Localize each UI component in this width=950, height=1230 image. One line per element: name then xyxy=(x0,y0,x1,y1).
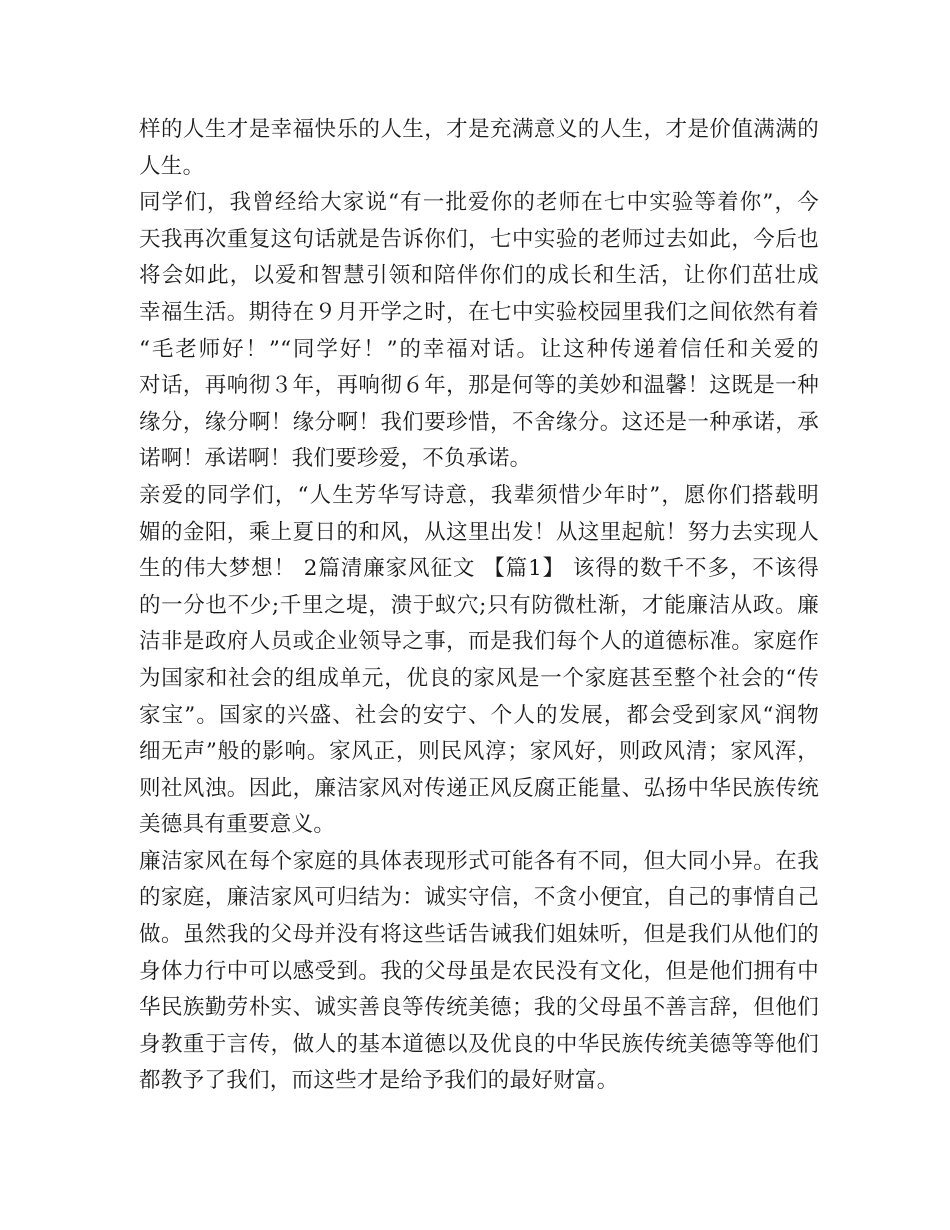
text-line: 都教予了我们，而这些才是给予我们的最好财富。 xyxy=(139,1068,619,1094)
text-line: 诺啊！承诺啊！我们要珍爱，不负承诺。 xyxy=(139,446,532,472)
text-line: 的家庭，廉洁家风可归结为：诚实守信，不贪小便宜，自己的事情自己 xyxy=(139,885,819,911)
text-line: 样的人生才是幸福快乐的人生，才是充满意义的人生，才是价值满满的 xyxy=(139,117,819,142)
text-line: 华民族勤劳朴实、诚实善良等传统美德；我的父母虽不善言辞，但他们 xyxy=(139,995,819,1021)
text-line: 缘分，缘分啊！缘分啊！我们要珍惜，不舍缘分。这还是一种承诺，承 xyxy=(139,409,819,435)
text-line: 家宝”。国家的兴盛、社会的安宁、个人的发展，都会受到家风“润物 xyxy=(139,702,819,728)
text-line: 为国家和社会的组成单元，优良的家风是一个家庭甚至整个社会的“传 xyxy=(139,665,819,691)
text-line: 亲爱的同学们，“人生芳华写诗意，我辈须惜少年时”，愿你们搭载明 xyxy=(139,482,819,508)
text-line: 对话，再响彻３年，再响彻６年，那是何等的美妙和温馨！这既是一种 xyxy=(139,373,819,399)
text-line: “毛老师好！”“同学好！”的幸福对话。让这种传递着信任和关爱的 xyxy=(139,336,819,362)
text-line: 则社风浊。因此，廉洁家风对传递正风反腐正能量、弘扬中华民族传统 xyxy=(139,775,819,801)
body-text xyxy=(139,112,819,1100)
text-line: 细无声”般的影响。家风正，则民风淳；家风好，则政风清；家风浑， xyxy=(139,739,819,765)
text-line: 身教重于言传，做人的基本道德以及优良的中华民族传统美德等等他们 xyxy=(139,1031,819,1057)
text-line: 生的伟大梦想！ 2篇清廉家风征文 【篇1】 该得的数千不多，不该得 xyxy=(139,556,819,582)
text-line: 洁非是政府人员或企业领导之事，而是我们每个人的道德标准。家庭作 xyxy=(139,629,819,655)
text-line: 媚的金阳，乘上夏日的和风，从这里出发！从这里起航！努力去实现人 xyxy=(139,519,819,545)
text-line: 的一分也不少;千里之堤，溃于蚁穴;只有防微杜渐，才能廉洁从政。廉 xyxy=(139,592,819,618)
text-line: 幸福生活。期待在９月开学之时，在七中实验校园里我们之间依然有着 xyxy=(139,299,819,325)
text-line: 美德具有重要意义。 xyxy=(139,812,336,838)
text-line: 做。虽然我的父母并没有将这些话告诫我们姐妹听，但是我们从他们的 xyxy=(139,922,819,948)
text-line: 身体力行中可以感受到。我的父母虽是农民没有文化，但是他们拥有中 xyxy=(139,958,819,984)
text-line: 同学们，我曾经给大家说“有一批爱你的老师在七中实验等着你”，今 xyxy=(139,190,819,216)
text-line: 人生。 xyxy=(139,153,205,179)
text-line: 廉洁家风在每个家庭的具体表现形式可能各有不同，但大同小异。在我 xyxy=(139,848,819,874)
text-line: 天我再次重复这句话就是告诉你们，七中实验的老师过去如此，今后也 xyxy=(139,226,819,252)
text-line: 将会如此，以爱和智慧引领和陪伴你们的成长和生活，让你们茁壮成 xyxy=(139,263,819,289)
